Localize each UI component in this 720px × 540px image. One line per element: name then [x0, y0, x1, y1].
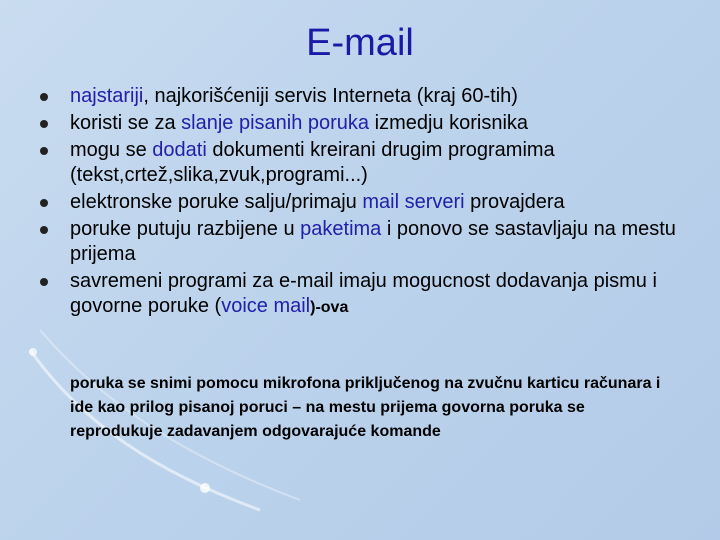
- bullet-dot-icon: [40, 93, 48, 101]
- voice-mail-detail: poruka se snimi pomocu mikrofona priključenog na zvučnu karticu računara i ide kao prilog pisanoj poruci – na mestu prijema govorna poruka se reprodukuje zadavanjem odgovarajuće komande: [70, 375, 661, 440]
- highlight-text: voice mail: [221, 295, 311, 317]
- highlight-text: najstariji: [70, 85, 144, 107]
- bullet-item: [40, 138, 690, 188]
- bullet-text: mogu se: [70, 139, 153, 161]
- bullet-item: [40, 190, 690, 215]
- bullet-dot-icon: [40, 226, 48, 234]
- bullet-dot-icon: [40, 199, 48, 207]
- bullet-text-bold: )-ova: [310, 299, 349, 316]
- bullet-item: [40, 111, 690, 136]
- slide-title: E-mail: [306, 22, 414, 64]
- highlight-text: dodati: [152, 139, 207, 161]
- bullet-text: poruke putuju razbijene u: [70, 218, 301, 240]
- bullet-text: savremeni programi za e-mail imaju mogucnost dodavanja pismu i govorne poruke (: [70, 270, 657, 317]
- bullet-text: i ponovo se sastavljaju na mestu prijema: [70, 218, 676, 265]
- bullet-text: provajdera: [464, 191, 565, 213]
- bullet-text: elektronske poruke salju/primaju: [70, 191, 363, 213]
- highlight-text: mail serveri: [362, 191, 465, 213]
- bullet-list: [40, 84, 690, 322]
- bullet-item: [40, 84, 690, 109]
- bullet-text: dokumenti kreirani drugim programima (tekst,crtež,slika,zvuk,programi...): [70, 139, 555, 186]
- bullet-item: [40, 217, 690, 267]
- bullet-dot-icon: [40, 120, 48, 128]
- bullet-text: , najkorišćeniji servis Interneta (kraj 60-tih): [143, 85, 518, 107]
- bullet-dot-icon: [40, 147, 48, 155]
- bullet-text: izmedju korisnika: [369, 112, 529, 134]
- highlight-text: slanje pisanih poruka: [181, 112, 370, 134]
- bullet-dot-icon: [40, 278, 48, 286]
- bullet-item: [40, 269, 690, 320]
- highlight-text: paketima: [300, 218, 382, 240]
- bullet-text: koristi se za: [70, 112, 182, 134]
